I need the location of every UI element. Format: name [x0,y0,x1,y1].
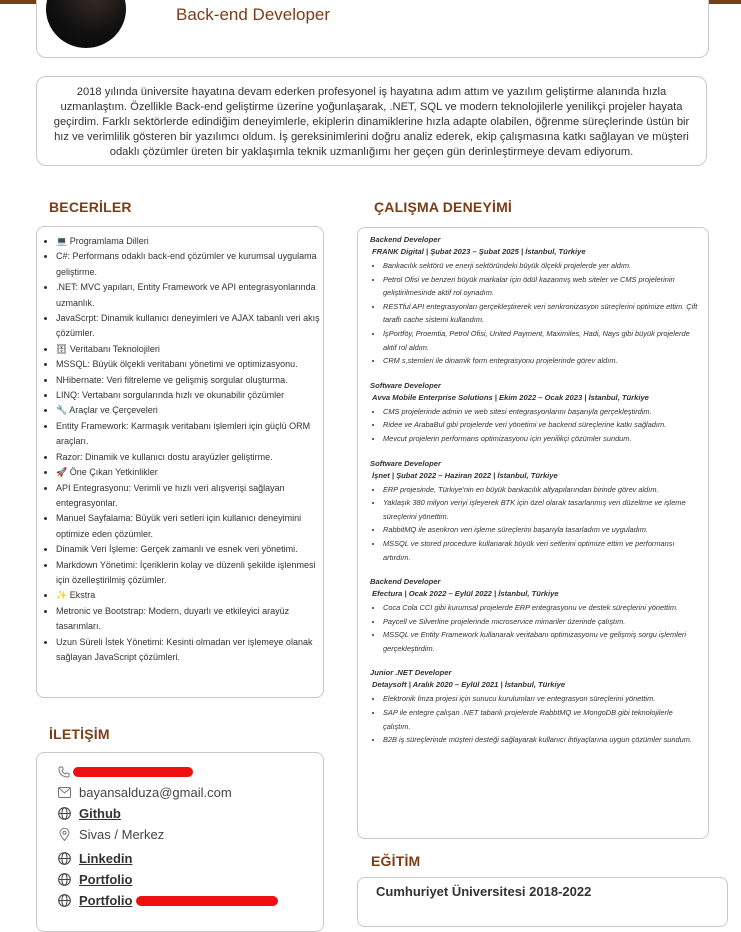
skill-item: • MSSQL: Büyük ölçekli veritabanı yönetimi ve optimizasyonu. [56,357,323,372]
experience-bullet: • İşPortföy, Proemtia, Petrol Ofisi, United Payment, Maximiles, Hadi, Nays gibi büyük projelerde aktif rol aldım. [383,327,698,354]
experience-bullets [370,692,698,746]
experience-bullet: • SAP ile entegre çalışan .NET tabanlı projelerde RabbtMQ ve MongoDB gibi teknolojilerle çalıştım. [383,706,698,733]
experience-list [370,234,698,747]
experience-entry [370,380,698,446]
experience-entry [370,667,698,746]
profile-header-card [36,0,709,58]
skill-item: • 🔧 Araçlar ve Çerçeveleri [56,403,323,418]
top-accent-right [707,0,741,4]
experience-bullet: • Mevcut projelerin performans optimizasyonu için yenilikçi çözümler sundum. [383,432,698,446]
experience-bullet: • Paycell ve Silverline projelerinde microservice mimariler üzerinde çalıştım. [383,615,698,629]
email-row [57,782,323,803]
globe-icon [57,852,71,866]
experience-company: Detaysoft | Aralık 2020 – Eylül 2021 | İstanbul, Türkiye [372,680,566,690]
experience-title: Software Developer [370,380,441,390]
experience-bullet: • Petrol Ofisi ve benzeri büyük markalar için ödül kazanmış web siteler ve CMS projelerinin geliştirilmesinde aktif rol oynadım. [383,273,698,300]
experience-heading: ÇALIŞMA DENEYİMİ [374,199,513,215]
linkedin-row[interactable] [57,848,323,869]
experience-bullet: • RESTful API entegrasyonları gerçekleştirerek veri senkronizasyon süreçlerini optimize ettim. Çift taraflı cache sistemi kullandım. [383,300,698,327]
experience-entry [370,234,698,368]
experience-bullet: • RabbitMQ ile asenkron veri işleme süreçlerini başarıyla tasarladım ve uyguladım. [383,523,698,537]
experience-company: Efectura | Ocak 2022 – Eylül 2022 | İstanbul, Türkiye [372,589,559,599]
experience-bullets [370,259,698,368]
skill-item: • Dinamik Veri İşleme: Gerçek zamanlı ve esnek veri yönetimi. [56,542,323,557]
experience-bullets [370,601,698,655]
experience-bullet: • Yaklaşık 380 milyon veriyi işleyerek BTK için özel olarak tasarlanmış veri düzeltme ve işleme süreçlerini yönettim. [383,496,698,523]
experience-bullet: • Ridee ve ArabaBul gibi projelerde veri yönetimi ve backend süreçlerine katkı sağladım. [383,418,698,432]
location-pin-icon [57,828,71,842]
about-summary: 2018 yılında üniversite hayatına devam ederken profesyonel iş hayatına adım attım ve yazılım geliştirme alanında hızla uzmanlaştım. Özellikle Back-end geliştirme üzerine yoğunlaşarak, .NET, SQL ve modern teknolojilerle yenilikçi projeler hayata geçirdim. Farklı sektörlerde edindiğim deneyimlerle, ekiplerin dinamiklerine hızla adapte olabilen, öğrenme süreçlerinde üstün bir hız ve verimlilik gösteren bir yazılımcı oldum. İş gereksinimlerini doğru analiz ederek, ekip çalışmasına katkı sağlayan ve müşteri odaklı çözümler üreten bir yaklaşımla teknik uzmanlığımı her geçen gün derinleştirmeye devam ediyorum. [36,76,707,166]
skill-item: • 🗄 Veritabanı Teknolojileri [56,342,323,357]
skill-item: • Manuel Sayfalama: Büyük veri setleri için kullanıcı deneyimini optimize eden çözümler. [56,511,323,542]
skill-item: • API Entegrasyonu: Verimli ve hızlı veri alışverişi sağlayan entegrasyonlar. [56,481,323,512]
skills-card [36,226,324,698]
skill-item: • Razor: Dinamik ve kullanıcı dostu arayüzler geliştirme. [56,450,323,465]
experience-title: Backend Developer [370,577,441,587]
portfolio-row-2[interactable] [57,890,323,911]
globe-icon [57,807,71,821]
skill-item: • .NET: MVC yapıları, Entity Framework ve API entegrasyonlarında uzmanlık. [56,280,323,311]
skill-item: • JavaScrpt: Dinamik kullanıcı deneyimleri ve AJAX tabanlı veri akış çözümler. [56,311,323,342]
job-title: Back-end Developer [176,5,331,24]
mail-icon [57,786,71,800]
location-row [57,824,323,845]
skills-heading: BECERİLER [49,199,132,215]
experience-bullet: • MSSQL ve Entity Framework kullanarak veritabanı optimizasyonu ve gelişmiş sorgu işlemleri gerçekleştirdim. [383,628,698,655]
experience-bullets [370,483,698,565]
skill-item: • LINQ: Vertabanı sorgularında hızlı ve okunabilir çözümler [56,388,323,403]
education-school: Cumhuriyet Üniversitesi 2018-2022 [376,884,592,899]
portfolio-link-1[interactable]: Portfolio [79,872,133,887]
experience-company: Avva Mobile Enterprise Solutions | Ekim 2022 – Ocak 2023 | İstanbul, Türkiye [372,392,649,402]
email-text[interactable]: bayansalduza@gmail.com [79,785,232,800]
location-text: Sivas / Merkez [79,827,165,842]
top-accent-left [0,0,40,4]
experience-bullet: • Elektronik İmza projesi için sunucu kurulumları ve entegrasyon süreçlerini yönettim. [383,692,698,706]
skill-item: • Metronic ve Bootstrap: Modern, duyarlı ve etkileyici arayüz tasarımları. [56,604,323,635]
experience-company: FRANK Digital | Şubat 2023 – Şubat 2025 | İstanbul, Türkiye [372,247,586,256]
globe-icon [57,873,71,887]
experience-bullet: • MSSQL ve stored procedure kullanarak büyük veri setlerini optimize ettim ve performansı artırdım. [383,537,698,564]
experience-card [357,227,709,839]
skill-item: • C#: Performans odaklı back-end çözümler ve kurumsal uygulama geliştirme. [56,249,323,280]
experience-title: Junior .NET Developer [370,668,452,678]
experience-entry [370,458,698,565]
experience-bullet: • ERP projesinde, Türkiye'nin en büyük bankacılık altyapılarından birinde görev aldım. [383,483,698,497]
experience-bullet: • Bankacılık sektörü ve enerji sektöründeki büyük ölçekli projelerde yer aldım. [383,259,698,273]
phone-row [57,761,323,782]
experience-bullet: • CRM s,stemleri ile dinamik form entegrasyonu projelerinde görev aldım. [383,354,698,368]
skills-list [37,234,323,665]
portfolio-link-2[interactable]: Portfolio [79,893,133,908]
skill-item: • ✨ Ekstra [56,588,323,603]
linkedin-link[interactable]: Linkedin [79,851,133,866]
skill-item: • Markdown Yönetimi: İçeriklerin kolay ve düzenli şekilde işlenmesi için özelleştirilmiş çözümler. [56,558,323,589]
skill-item: • NHibernate: Veri filtreleme ve gelişmiş sorgular oluşturma. [56,373,323,388]
education-heading: EĞİTİM [371,853,421,869]
skill-item: • 🚀 Öne Çıkan Yetkinlikler [56,465,323,480]
phone-icon [57,765,71,779]
globe-icon [57,894,71,908]
contact-heading: İLETİŞİM [49,726,110,742]
experience-bullet: • B2B iş süreçlerinde müşteri desteği sağlayarak kullanıcı ihtiyaçlarına uygun çözümler sundum. [383,733,698,747]
portfolio-redaction [136,896,278,906]
experience-entry [370,576,698,655]
github-link[interactable]: Github [79,806,121,821]
skill-item: • Uzun Süreli İstek Yönetimi: Kesinti olmadan ver işlemeye olanak sağlayan JavaScript çözümleri. [56,635,323,666]
skill-item: • 💻 Programlama Dilleri [56,234,323,249]
contact-card [36,752,324,932]
phone-redaction [73,767,193,777]
skill-item: • Entity Framework: Karmaşık veritabanı işlemleri için güçlü ORM araçları. [56,419,323,450]
experience-company: İşnet | Şubat 2022 – Haziran 2022 | İstanbul, Türkiye [372,470,558,480]
experience-title: Backend Developer [370,235,441,244]
portfolio-row-1[interactable] [57,869,323,890]
experience-bullet: • Coca Cola CCI gibi kurumsal projelerde ERP entegrasyonu ve destek süreçlerini yönettim. [383,601,698,615]
experience-bullet: • CMS projelerinde admin ve web sitesi entegrasyonlarını başarıyla gerçekleştirdim. [383,405,698,419]
experience-title: Software Developer [370,458,441,468]
github-row[interactable] [57,803,323,824]
experience-bullets [370,405,698,446]
